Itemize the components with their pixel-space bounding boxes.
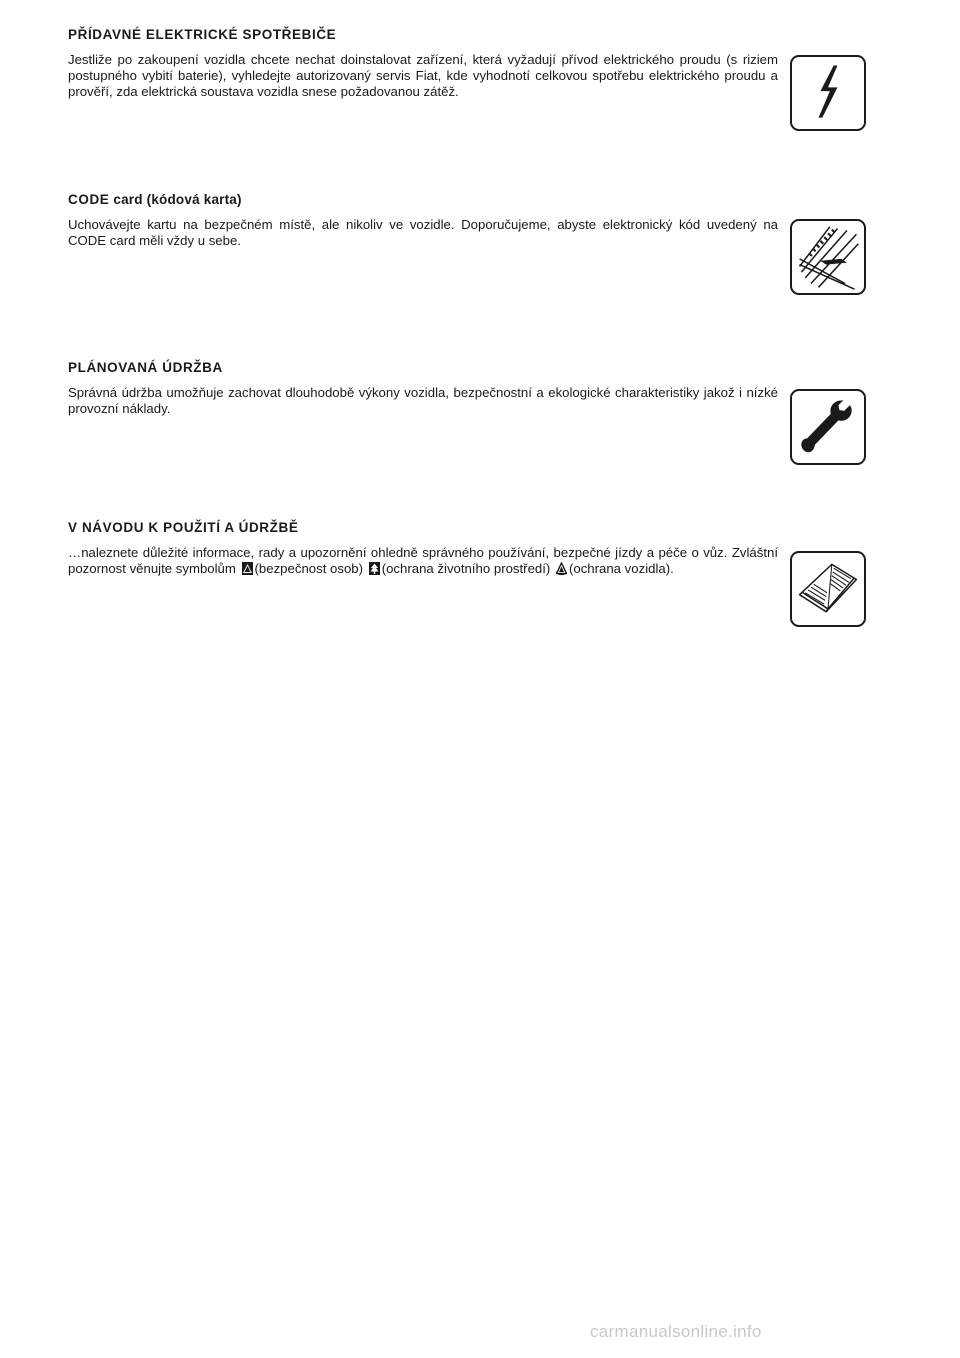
text-electrical-consumers: Jestliže po zakoupení vozidla chcete nechat doinstalovat zařízení, která vyžadují přívod elektrického proudu (s riziem postupného vybití baterie), vyhledejte autorizovaný servis Fiat, kde vyhodnotí celkovou spotřebu elektrického proudu a prověří, zda elektrická soustava vozidla snese požadovanou zátěž. bbox=[68, 52, 778, 99]
section-code-card bbox=[68, 192, 778, 249]
section-manual-info bbox=[68, 520, 778, 577]
heading-electrical-consumers: PŘÍDAVNÉ ELEKTRICKÉ SPOTŘEBIČE bbox=[68, 27, 337, 42]
text-scheduled-maintenance: Správná údržba umožňuje zachovat dlouhodobě výkony vozidla, bezpečnostní a ekologické charakteristiky jakož i nízké provozní náklady. bbox=[68, 385, 778, 416]
code-card-icon bbox=[790, 219, 866, 295]
lightning-icon bbox=[790, 55, 866, 131]
heading-code-card: CODE card (kódová karta) bbox=[68, 192, 242, 207]
text-manual-info: …naleznete důležité informace, rady a upozornění ohledně správného používání, bezpečné jízdy a péče o vůz. Zvláštní pozornost věnujte symbolům (bezpečnost osob) (ochrana životního prostředí) (ochrana vozidla). bbox=[68, 545, 778, 576]
vehicle-protection-icon bbox=[556, 562, 567, 575]
book-icon bbox=[790, 551, 866, 627]
section-electrical-consumers bbox=[68, 27, 778, 100]
text-code-card: Uchovávejte kartu na bezpečném místě, ale nikoliv ve vozidle. Doporučujeme, abyste elektronický kód uvedený na CODE card měli vždy u sebe. bbox=[68, 217, 778, 248]
heading-scheduled-maintenance: PLÁNOVANÁ ÚDRŽBA bbox=[68, 360, 223, 375]
section-scheduled-maintenance bbox=[68, 360, 778, 417]
heading-manual-info: V NÁVODU K POUŽITÍ A ÚDRŽBĚ bbox=[68, 520, 299, 535]
environment-protection-icon bbox=[369, 562, 380, 575]
wrench-icon bbox=[790, 389, 866, 465]
personal-safety-icon bbox=[242, 562, 253, 575]
watermark: carmanualsonline.info bbox=[590, 1322, 762, 1341]
